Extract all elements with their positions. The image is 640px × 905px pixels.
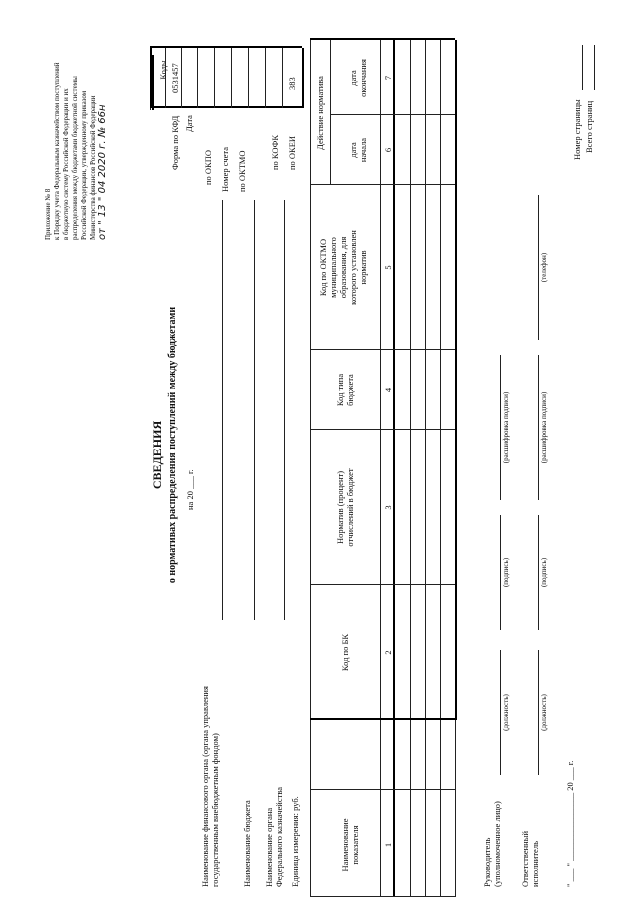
codes-header: Коды — [158, 60, 168, 80]
col-num-5: 5 — [383, 265, 393, 270]
sig-signature-2: (подпись) — [540, 557, 548, 588]
col-header-oktmo: Код по ОКТМО — [318, 238, 328, 297]
col-header-name-2: показателя — [350, 825, 360, 865]
code-value-kfd: 0531457 — [170, 63, 180, 93]
sig-signature: (подпись) — [502, 557, 510, 588]
col-num-6: 6 — [383, 147, 393, 153]
appendix-date: от " 13 " 04 2020 г. № 66н — [97, 104, 108, 240]
appendix-line: к Порядку учета Федеральным казначейством поступлений — [53, 62, 61, 240]
code-label-date: Дата — [184, 115, 194, 132]
field-fin-organ: Наименование финансового органа (органа управления — [200, 686, 210, 887]
col-header-action: Действие норматива — [315, 76, 325, 150]
col-header-oktmo-2: муниципального — [328, 237, 338, 298]
col-header-norm: Норматив (процент) — [335, 470, 345, 545]
page-total-label: Всего страниц — [584, 100, 594, 153]
col-header-kbk: Код по БК — [340, 633, 350, 672]
sig-position: (должность) — [502, 694, 510, 731]
col-header-oktmo-5: норматив — [358, 250, 368, 285]
sig-executor-2: исполнитель — [530, 841, 540, 887]
code-value-okei: 383 — [287, 77, 297, 90]
code-label-kofk: по КОФК — [270, 134, 280, 170]
col-num-2: 2 — [383, 650, 393, 655]
code-label-oktmo: по ОКТМО — [237, 150, 247, 192]
page-subtitle: о нормативах распределения поступлений между бюджетами — [167, 306, 178, 584]
sig-decode: (расшифровка подписи) — [502, 391, 510, 464]
code-label-okei: по ОКЕИ — [287, 135, 297, 170]
code-label-okpo: по ОКПО — [203, 149, 213, 185]
col-header-oktmo-3: образования, для — [338, 236, 348, 299]
col-header-end: дата — [348, 70, 358, 86]
field-fk-organ-2: Федерального казначейства — [274, 786, 284, 887]
page-number-label: Номер страницы — [572, 99, 582, 160]
sig-phone: (телефон) — [540, 252, 548, 283]
col-header-start-2: начала — [358, 137, 368, 163]
col-num-3: 3 — [383, 505, 393, 510]
col-header-type: Код типа — [335, 373, 345, 407]
field-budget: Наименование бюджета — [242, 800, 252, 887]
appendix-line: в бюджетную систему Российской Федерации и их — [62, 88, 70, 240]
field-fin-organ-2: государственным внебюджетным фондом) — [210, 733, 220, 887]
col-header-end-2: окончания — [358, 59, 368, 97]
col-num-1: 1 — [383, 842, 393, 848]
col-header-name: Наименование — [340, 818, 350, 872]
sig-head: Руководитель — [482, 837, 492, 887]
col-header-norm-2: отчислений в бюджет — [345, 468, 355, 547]
sig-decode-2: (расшифровка подписи) — [540, 391, 548, 464]
appendix-line: Приложение № 8 — [44, 188, 52, 240]
page-title: СВЕДЕНИЯ — [150, 420, 164, 490]
code-label-kfd: Форма по КФД — [170, 115, 180, 170]
period-label: на 20 ___ г. — [185, 469, 195, 510]
appendix-line: Российской Федерации, утвержденному приказом — [80, 90, 88, 240]
col-header-start: дата — [348, 142, 358, 158]
sig-position-2: (должность) — [540, 694, 548, 731]
code-label-account: Номер счета — [220, 147, 230, 192]
sig-executor: Ответственный — [520, 831, 530, 887]
sig-head-2: (уполномоченное лицо) — [492, 801, 502, 887]
appendix-line: распределения между бюджетами бюджетной системы — [71, 76, 79, 240]
field-unit: Единица измерения: руб. — [290, 796, 300, 887]
col-header-oktmo-4: которого установлен — [348, 230, 358, 305]
col-header-type-2: бюджета — [345, 374, 355, 406]
sig-date: " ___ " ________________ 20 ___ г. — [565, 760, 575, 887]
col-num-7: 7 — [383, 75, 393, 81]
appendix-line: Министерства финансов Российской Федерации — [89, 95, 97, 240]
field-fk-organ: Наименование органа — [264, 807, 274, 887]
col-num-4: 4 — [383, 387, 393, 393]
